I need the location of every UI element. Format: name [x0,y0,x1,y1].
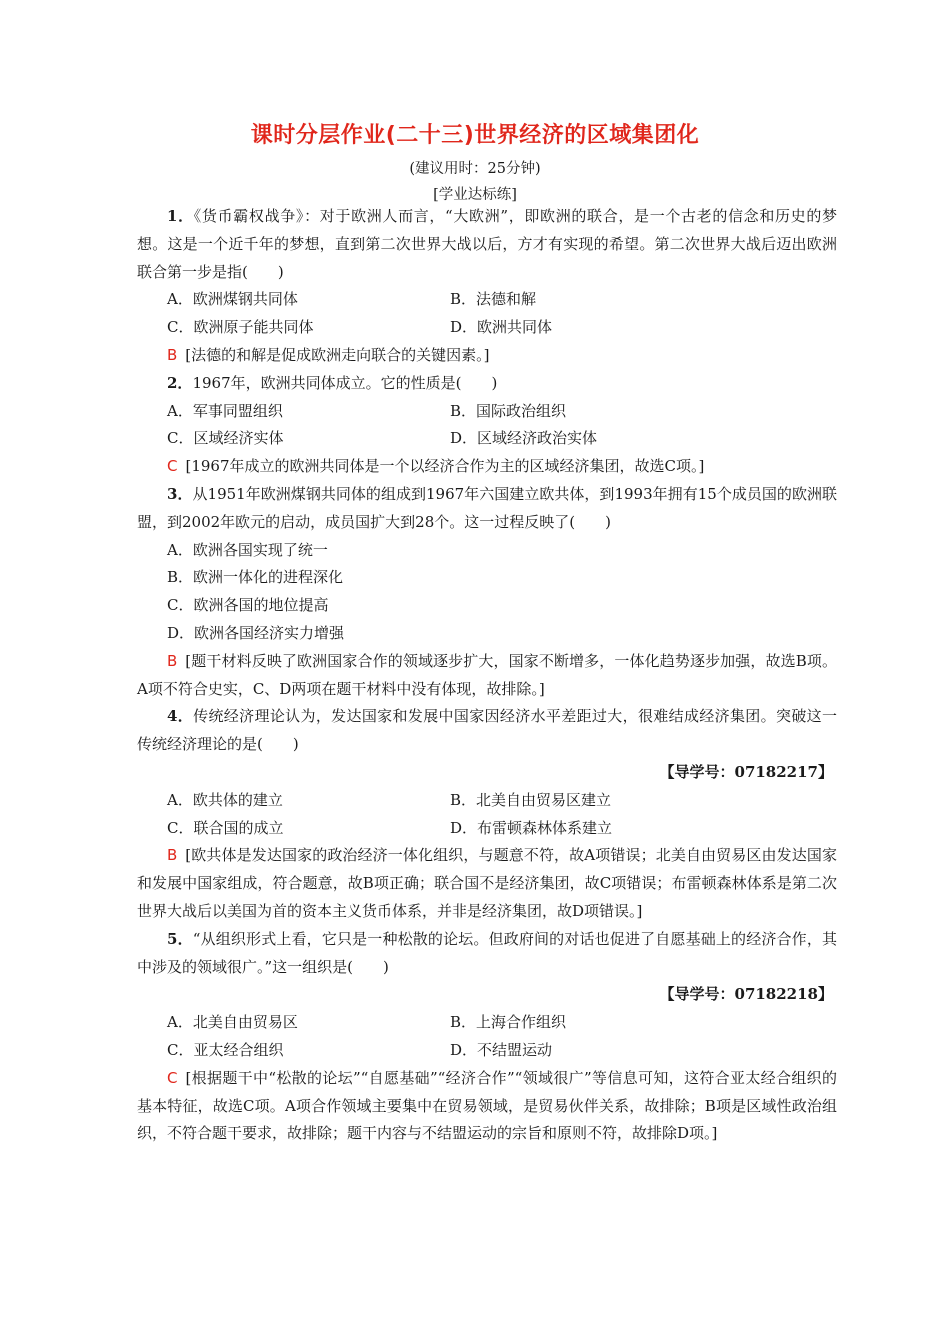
question-5 [137,926,837,1148]
question-list [137,203,837,1148]
option-a[interactable]: A．欧共体的建立 [167,790,283,809]
question-stem [137,703,837,759]
question-number: 2． [167,373,193,392]
option-b[interactable]: B．法德和解 [450,290,537,309]
option-a[interactable]: A．北美自由贸易区 [167,1013,298,1032]
option-b[interactable]: B．上海合作组织 [450,1013,567,1032]
stem-text: 《货币霸权战争》：对于欧洲人而言，“大欧洲”，即欧洲的联合，是一个古老的信念和历史的梦想。这是一个近千年的梦想，直到第二次世界大战以后，方才有实现的希望。第二次世界大战后迈出欧洲联合第一步是指( ) [137,207,837,281]
answer-letter: C [167,1068,178,1087]
options [137,787,837,843]
answer-letter: B [167,846,178,865]
explanation-text: [1967年成立的欧洲共同体是一个以经济合作为主的区域经济集团，故选C项。] [185,457,705,476]
option-d[interactable]: D．布雷顿森林体系建立 [450,818,613,837]
explanation-text: [欧共体是发达国家的政治经济一体化组织，与题意不符，故A项错误；北美自由贸易区由发达国家和发展中国家组成，符合题意，故B项正确；联合国不是经济集团，故C项错误；布雷顿森林体系是第二次世界大战后以美国为首的资本主义货币体系，并非是经济集团，故D项错误。] [137,846,837,920]
option-a[interactable]: A．军事同盟组织 [167,401,283,420]
question-number: 5． [167,929,193,948]
options [137,1009,837,1065]
guide-number: 【导学号：07182217】 [659,762,833,781]
question-4 [137,703,837,925]
question-number: 4． [167,707,194,726]
question-stem [137,370,837,398]
option-c[interactable]: C．欧洲原子能共同体 [167,318,314,337]
answer-explanation [137,648,837,704]
explanation-text: [题干材料反映了欧洲国家合作的领域逐步扩大，国家不断增多，一体化趋势逐步加强，故选B项。A项不符合史实，C、D两项在题干材料中没有体现，故排除。] [137,651,837,698]
answer-letter: B [167,651,178,670]
question-3 [137,481,837,703]
question-number: 1． [167,207,194,225]
option-d[interactable]: D．欧洲共同体 [450,318,553,337]
option-b[interactable]: B．国际政治组织 [450,401,567,420]
explanation-text: [根据题干中“松散的论坛”“自愿基础”“经济合作”“领域很广”等信息可知，这符合亚太经合组织的基本特征，故选C项。A项合作领域主要集中在贸易领域，是贸易伙伴关系，故排除；B项是区域性政治组织，不符合题干要求，故排除；题干内容与不结盟运动的宗旨和原则不符，故排除D项。] [137,1068,837,1143]
question-1 [137,203,837,370]
option-c[interactable]: C．亚太经合组织 [167,1040,284,1059]
guide-number: 【导学号：07182218】 [659,985,833,1004]
option-d[interactable]: D．区域经济政治实体 [450,429,598,448]
question-stem [137,481,837,537]
answer-explanation [137,842,837,925]
answer-letter: B [167,345,178,364]
options [137,537,837,648]
page-title: 课时分层作业(二十三)世界经济的区域集团化 [250,123,700,148]
options [137,286,837,342]
option-c[interactable]: C．联合国的成立 [167,818,284,837]
question-2 [137,370,837,481]
option-a[interactable]: A．欧洲各国实现了统一 [167,540,328,559]
answer-explanation [137,342,837,370]
options [137,398,837,454]
question-number: 3． [167,484,193,503]
option-d[interactable]: D．欧洲各国经济实力增强 [167,623,345,642]
option-a[interactable]: A．欧洲煤钢共同体 [167,290,298,309]
question-stem [137,926,837,982]
stem-text: 1967年，欧洲共同体成立。它的性质是( ) [192,373,498,392]
question-stem [137,203,837,286]
stem-text: “从组织形式上看，它只是一种松散的论坛。但政府间的对话也促进了自愿基础上的经济合作，其中涉及的领域很广。”这一组织是( ) [137,929,837,976]
option-b[interactable]: B．欧洲一体化的进程深化 [167,568,344,587]
option-d[interactable]: D．不结盟运动 [450,1040,553,1059]
suggested-time: (建议用时：25分钟) [409,161,541,177]
answer-explanation [137,1065,837,1148]
stem-text: 传统经济理论认为，发达国家和发展中国家因经济水平差距过大，很难结成经济集团。突破这一传统经济理论的是( ) [137,707,837,754]
explanation-text: [法德的和解是促成欧洲走向联合的关键因素。] [185,345,490,364]
option-b[interactable]: B．北美自由贸易区建立 [450,790,612,809]
stem-text: 从1951年欧洲煤钢共同体的组成到1967年六国建立欧共体，到1993年拥有15个成员国的欧洲联盟，到2002年欧元的启动，成员国扩大到28个。这一过程反映了( ) [137,484,838,531]
option-c[interactable]: C．区域经济实体 [167,429,284,448]
option-c[interactable]: C．欧洲各国的地位提高 [167,596,329,615]
section-heading: [学业达标练] [433,187,517,203]
answer-explanation [137,453,837,481]
answer-letter: C [167,457,178,476]
